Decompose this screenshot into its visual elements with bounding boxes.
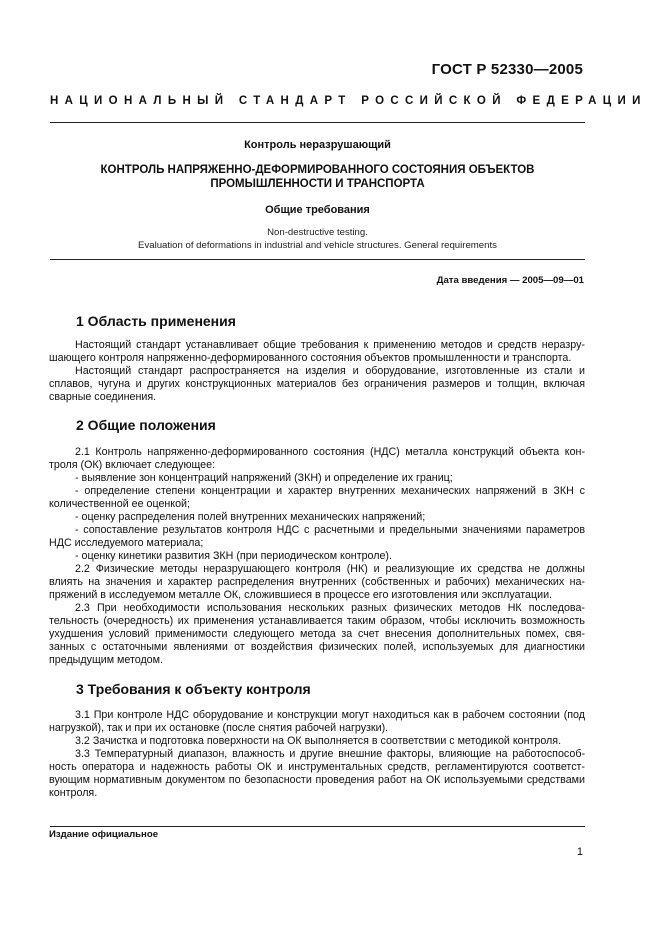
section-1-paragraph-2: Настоящий стандарт распространяется на изделия и оборудование, изготовленные из стали и сплавов, чугуна и других конструкционных материалов без ограничения размеров и толщин, включая сварные соединения. bbox=[49, 365, 585, 404]
list-item: - выявление зон концентраций напряжений (ЗКН) и определение их границ; bbox=[75, 472, 453, 484]
title-line-1: КОНТРОЛЬ НАПРЯЖЕННО-ДЕФОРМИРОВАННОГО СОСТОЯНИЯ ОБЪЕКТОВ bbox=[100, 164, 535, 176]
page-number: 1 bbox=[576, 846, 583, 858]
top-divider bbox=[50, 122, 585, 123]
list-item: - оценку кинетики развития ЗКН (при периодическом контроле). bbox=[75, 550, 392, 562]
list-item: - сопоставление результатов контроля НДС с расчетными и предельными значениями параметров НДС исследуемого материала; bbox=[49, 524, 585, 550]
section-1-paragraph-1: Настоящий стандарт устанавливает общие требования к применению методов и средств неразру-шающего контроля напряженно-деформированного состояния объектов промышленности и транспорта. bbox=[49, 339, 585, 365]
introduction-date: Дата введения — 2005—09—01 bbox=[436, 275, 584, 286]
section-1-heading: 1 Область применения bbox=[76, 313, 236, 329]
clause-2-2: 2.2 Физические методы неразрушающего контроля (НК) и реализующие их средства не должны влиять на значения и характер распределения внутренних (собственных и рабочих) механических на-пряжений в исследуемом металле ОК, сложившиеся в процессе его изготовления или эксплуатации. bbox=[49, 563, 585, 602]
subject-line: Контроль неразрушающий bbox=[244, 139, 391, 151]
clause-3-1: 3.1 При контроле НДС оборудование и конструкции могут находиться как в рабочем состоянии (под нагрузкой), так и при их остановке (после снятия рабочей нагрузки). bbox=[49, 709, 585, 735]
edition-label: Издание официальное bbox=[49, 829, 159, 840]
list-item: - определение степени концентрации и характер внутренних механических напряжений в ЗКН с количественной ее оценкой; bbox=[49, 485, 585, 511]
english-line-1: Non-destructive testing. bbox=[267, 227, 368, 238]
national-standard-banner: НАЦИОНАЛЬНЫЙ СТАНДАРТ РОССИЙСКОЙ ФЕДЕРАЦИИ bbox=[50, 95, 647, 107]
section-3-heading: 3 Требования к объекту контроля bbox=[76, 681, 311, 697]
footer-divider bbox=[50, 826, 585, 827]
clause-2-3: 2.3 При необходимости использования нескольких разных физических методов НК последова-тельность (очередность) их применения устанавливается таким образом, чтобы исключить возможность ухудшения условий применимости следующего метода за счет внесения дополнительных помех, свя-занных с остаточными явлениями от воздействия физических полей, используемых для диагностики предыдущим методом. bbox=[49, 602, 585, 667]
clause-2-1: 2.1 Контроль напряженно-деформированного состояния (НДС) металла конструкций объекта кон-троля (ОК) включает следующее: bbox=[49, 446, 585, 472]
english-title bbox=[50, 227, 585, 252]
title-line-2: ПРОМЫШЛЕННОСТИ И ТРАНСПОРТА bbox=[210, 178, 425, 190]
document-title bbox=[50, 163, 585, 191]
clause-3-3: 3.3 Температурный диапазон, влажность и другие внешние факторы, влияющие на работоспособ-ность оператора и надежность работы ОК и инструментальных средств, регламентируются соответст-вующим нормативным документом по безопасности проведения работ на ОК используемыми средствами контроля. bbox=[49, 748, 585, 800]
document-subtitle: Общие требования bbox=[265, 204, 370, 216]
english-line-2: Evaluation of deformations in industrial and vehicle structures. General requirements bbox=[138, 239, 497, 251]
document-number: ГОСТ Р 52330—2005 bbox=[431, 61, 583, 78]
list-item: - оценку распределения полей внутренних механических напряжений; bbox=[75, 511, 426, 523]
section-2-heading: 2 Общие положения bbox=[76, 417, 216, 433]
clause-3-2: 3.2 Зачистка и подготовка поверхности на ОК выполняется в соответствии с методикой контроля. bbox=[75, 735, 562, 747]
title-divider bbox=[50, 259, 585, 260]
